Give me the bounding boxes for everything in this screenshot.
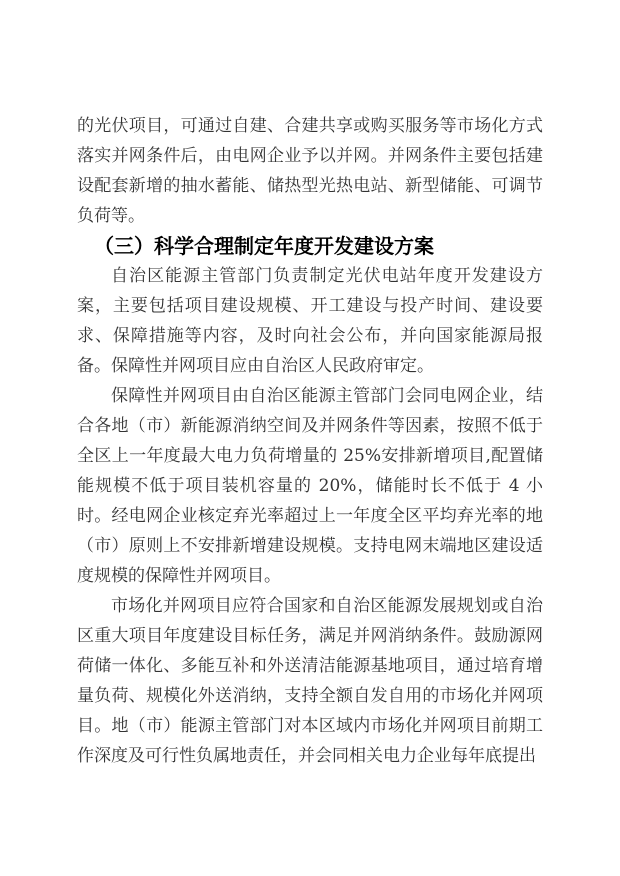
paragraph-continuation: 的光伏项目，可通过自建、合建共享或购买服务等市场化方式落实并网条件后，由电网企业予以并网。并网条件主要包括建设配套新增的抽水蓄能、储热型光热电站、新型储能、可调节负荷等。 — [77, 116, 543, 226]
section-heading: （三）科学合理制定年度开发建设方案 — [94, 234, 434, 258]
paragraph-market-grid-projects: 市场化并网项目应符合国家和自治区能源发展规划或自治区重大项目年度建设目标任务，满足并网消纳条件。鼓励源网荷储一体化、多能互补和外送清洁能源基地项目，通过培育增量负荷、规模化外送消纳，支持全额自发自用的市场化并网项目。地（市）能源主管部门对本区域内市场化并网项目前期工作深度及可行性负属地责任，并会同相关电力企业每年底提出 — [77, 596, 543, 766]
paragraph-annual-plan: 自治区能源主管部门负责制定光伏电站年度开发建设方案，主要包括项目建设规模、开工建设与投产时间、建设要求、保障措施等内容，及时向社会公布，并向国家能源局报备。保障性并网项目应由自治区人民政府审定。 — [77, 266, 543, 376]
paragraph-guaranteed-grid-projects: 保障性并网项目由自治区能源主管部门会同电网企业，结合各地（市）新能源消纳空间及并网条件等因素，按照不低于全区上一年度最大电力负荷增量的 25%安排新增项目,配置储能规模不低于项目装机容量的 20%，储能时长不低于 4 小时。经电网企业核定弃光率超过上一年度全区平均弃光率的地（市）原则上不安排新增建设规模。支持电网末端地区建设适度规模的保障性并网项目。 — [77, 386, 543, 586]
